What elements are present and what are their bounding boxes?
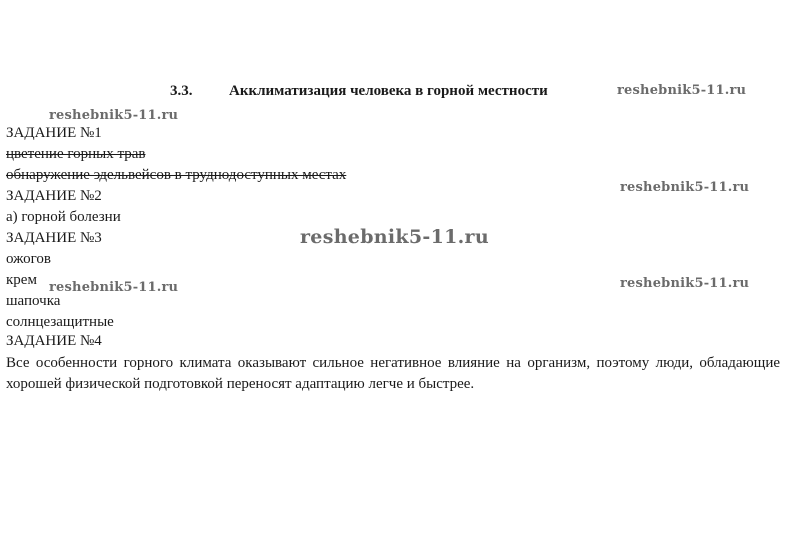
task-3-answer-3: шапочка — [6, 293, 61, 309]
task-3-answer-4: солнцезащитные — [6, 314, 114, 330]
task-4-heading: ЗАДАНИЕ №4 — [6, 333, 102, 349]
watermark: reshebnik5-11.ru — [49, 108, 179, 123]
task-2-answer-1: а) горной болезни — [6, 209, 121, 225]
watermark: reshebnik5-11.ru — [49, 280, 179, 295]
section-number: 3.3. — [170, 83, 193, 99]
task-1-answer-1: цветение горных трав — [6, 146, 146, 162]
section-title: Акклиматизация человека в горной местности — [229, 83, 548, 99]
task-1-answer-2: обнаружение эдельвейсов в труднодоступных местах — [6, 167, 347, 183]
task-2-heading: ЗАДАНИЕ №2 — [6, 188, 102, 204]
task-3-answer-1: ожогов — [6, 251, 51, 267]
task-4-answer-paragraph: Все особенности горного климата оказывают сильное негативное влияние на организм, поэтому люди, обладающие хорошей физической подготовкой переносят адаптацию легче и быстрее. — [6, 355, 780, 392]
watermark: reshebnik5-11.ru — [620, 276, 750, 291]
watermark: reshebnik5-11.ru — [617, 83, 747, 98]
task-3-answer-2: крем — [6, 272, 37, 288]
watermark: reshebnik5-11.ru — [620, 180, 750, 195]
task-3-heading: ЗАДАНИЕ №3 — [6, 230, 102, 246]
task-1-heading: ЗАДАНИЕ №1 — [6, 125, 102, 141]
watermark: reshebnik5-11.ru — [300, 226, 489, 248]
